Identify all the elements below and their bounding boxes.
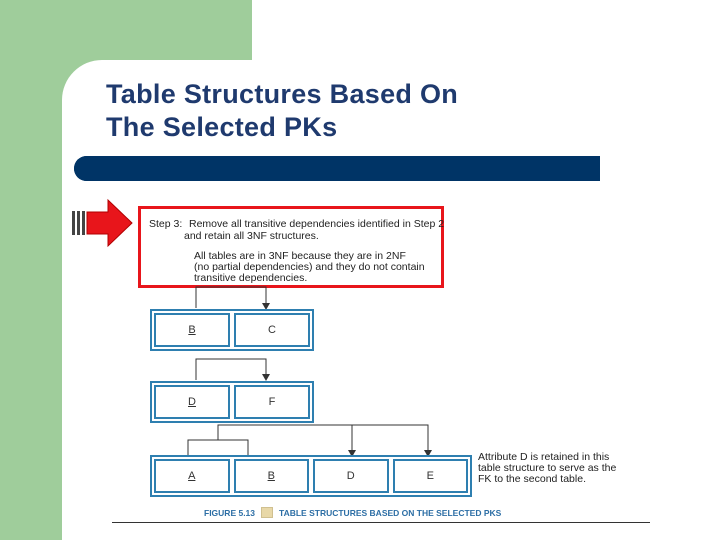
attribute-d: D — [346, 470, 355, 482]
caption-marker-icon — [261, 507, 273, 518]
pk-attribute-d: D — [188, 396, 196, 408]
attribute-f: F — [268, 396, 276, 408]
pk-attribute-b: B — [267, 470, 275, 482]
slide-title-line2: The Selected PKs — [106, 112, 338, 142]
fk-note-line3: FK to the second table. — [478, 473, 586, 485]
table-cell — [313, 459, 389, 493]
step-line-1: Remove all transitive dependencies identified in Step 2 — [189, 218, 445, 230]
step-line-3: All tables are in 3NF because they are in 2NF — [194, 250, 406, 262]
table-b-c — [150, 309, 314, 351]
step-label: Step 3: — [149, 218, 183, 230]
slide-title-line1: Table Structures Based On — [106, 79, 459, 109]
table-cell — [234, 459, 310, 493]
figure-title: TABLE STRUCTURES BASED ON THE SELECTED PKS — [279, 507, 502, 518]
table-cell — [154, 385, 230, 419]
table-cell — [154, 313, 230, 347]
table-d-f — [150, 381, 314, 423]
table-cell — [234, 385, 310, 419]
fk-note-line1: Attribute D is retained in this — [478, 451, 610, 463]
attribute-c: C — [268, 324, 276, 336]
table-a-b-d-e — [150, 455, 472, 497]
pk-attribute-b: B — [188, 324, 196, 336]
caption-rule — [112, 522, 650, 523]
fk-note — [478, 452, 616, 485]
step-line-5: transitive dependencies. — [194, 272, 308, 284]
fk-note-line2: table structure to serve as the — [478, 462, 617, 474]
step-line-4: (no partial dependencies) and they do not contain — [194, 261, 425, 273]
attribute-e: E — [426, 470, 434, 482]
table-cell — [154, 459, 230, 493]
figure-caption — [204, 507, 501, 518]
figure-number: FIGURE 5.13 — [204, 507, 256, 518]
step-line-2: and retain all 3NF structures. — [184, 230, 319, 242]
table-cell — [393, 459, 469, 493]
pk-attribute-a: A — [188, 470, 196, 482]
table-cell — [234, 313, 310, 347]
